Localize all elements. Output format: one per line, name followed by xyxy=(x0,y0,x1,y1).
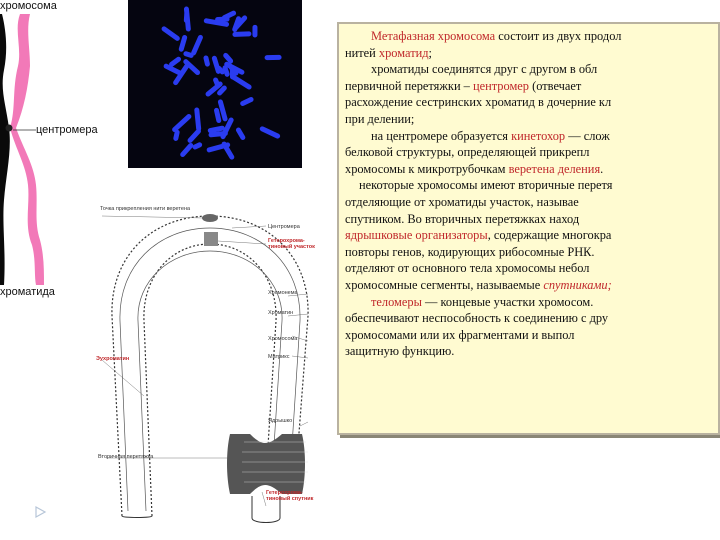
text-span: ; xyxy=(428,45,432,60)
text-line xyxy=(345,78,718,95)
text-body xyxy=(339,24,718,360)
pink-chromatid xyxy=(10,14,44,285)
chromatin-label: Хроматин xyxy=(268,310,294,316)
nucleolus-label: Ядрышко xyxy=(268,418,293,424)
next-slide-arrow-icon[interactable] xyxy=(33,505,47,519)
text-line: защитную функцию. xyxy=(345,344,455,359)
chromosome-rod xyxy=(252,25,257,38)
text-line: при делении; xyxy=(345,111,415,126)
text-span: нитей xyxy=(345,45,379,60)
chromonema-label: Хромонема xyxy=(268,290,298,296)
centromere-diagram-label: Центромера xyxy=(268,224,300,230)
chromatid-label: хроматида xyxy=(0,286,55,298)
text-line: некоторые хромосомы имеют вторичные перетя xyxy=(359,178,613,193)
text-span: . xyxy=(600,161,604,176)
text-span: , содержащие многокра xyxy=(487,228,612,243)
text-line xyxy=(345,28,718,45)
matrix-label: Матрикс xyxy=(268,354,290,360)
term-kinetochore: кинетохор xyxy=(511,128,566,143)
text-panel xyxy=(337,22,720,435)
text-line: расхождение сестринских хроматид в дочерние кл xyxy=(345,95,612,110)
text-line: повторы генов, кодирующих рибосомные РНК. xyxy=(345,244,595,259)
text-line xyxy=(345,294,718,311)
text-span: первичной перетяжки – xyxy=(345,78,473,93)
text-line: обеспечивают неспособность к соединению с дру xyxy=(345,311,609,326)
text-line xyxy=(345,227,718,244)
figure-title: хромосома xyxy=(0,0,57,12)
text-span: (отвечает xyxy=(529,78,582,93)
term-chromatids: хроматид xyxy=(378,45,429,60)
satellite-label: Гетерохрома-тиновый спутник xyxy=(266,490,314,502)
centromere-label: центромера xyxy=(36,124,98,136)
text-span: — слож xyxy=(565,128,610,143)
text-line: хромосомами или их фрагментами и выпол xyxy=(345,327,575,342)
text-span: — концевые участки хромосом. xyxy=(421,294,594,309)
text-span: на центромере образуется xyxy=(371,128,512,143)
term-centromere: центромер xyxy=(472,78,530,93)
text-line: спутником. Во вторичных перетяжках наход xyxy=(345,211,580,226)
term-spindle: веретена деления xyxy=(508,161,601,176)
term-metaphase-chromosome: Метафазная хромосома xyxy=(371,29,496,43)
text-span: хромосомы к микротрубочкам xyxy=(345,161,509,176)
chromosome-rod xyxy=(265,55,282,60)
chromosome-structure-diagram xyxy=(92,196,328,526)
text-line: белковой структуры, определяющей прикрепл xyxy=(345,145,590,160)
chromosome-diagram-label: Хромосома xyxy=(268,336,298,342)
text-span: состоит из двух продол xyxy=(495,29,622,43)
text-line xyxy=(345,277,718,294)
text-line: отделяют от основного тела хромосомы небол xyxy=(345,261,590,276)
attach-point-label: Точка прикрепления нити веретена xyxy=(100,206,191,212)
text-line xyxy=(345,45,718,62)
text-line: отделяющие от хроматиды участок, называе xyxy=(345,194,579,209)
text-line xyxy=(345,161,718,178)
text-line: хроматиды соединятся друг с другом в обл xyxy=(371,62,598,77)
text-span: хромосомные сегменты, называемые xyxy=(345,277,544,292)
heterochromatin-label: Гетерохрома-тиновый участок xyxy=(268,238,315,250)
chromosome-rod xyxy=(232,31,251,37)
term-telomeres: теломеры xyxy=(371,294,422,309)
chromosome-rod xyxy=(184,11,190,23)
black-chromatid xyxy=(0,14,10,285)
term-nucleolar-organizers: ядрышковые организаторы xyxy=(345,228,488,243)
text-line xyxy=(345,128,718,145)
chromosome-micrograph xyxy=(128,0,302,168)
euchromatin-label: Эухроматин xyxy=(96,356,130,362)
centromere-dot xyxy=(6,125,13,132)
secondary-constriction-label: Вторичная перетяжка xyxy=(98,454,154,460)
term-satellites: спутниками; xyxy=(543,277,612,292)
